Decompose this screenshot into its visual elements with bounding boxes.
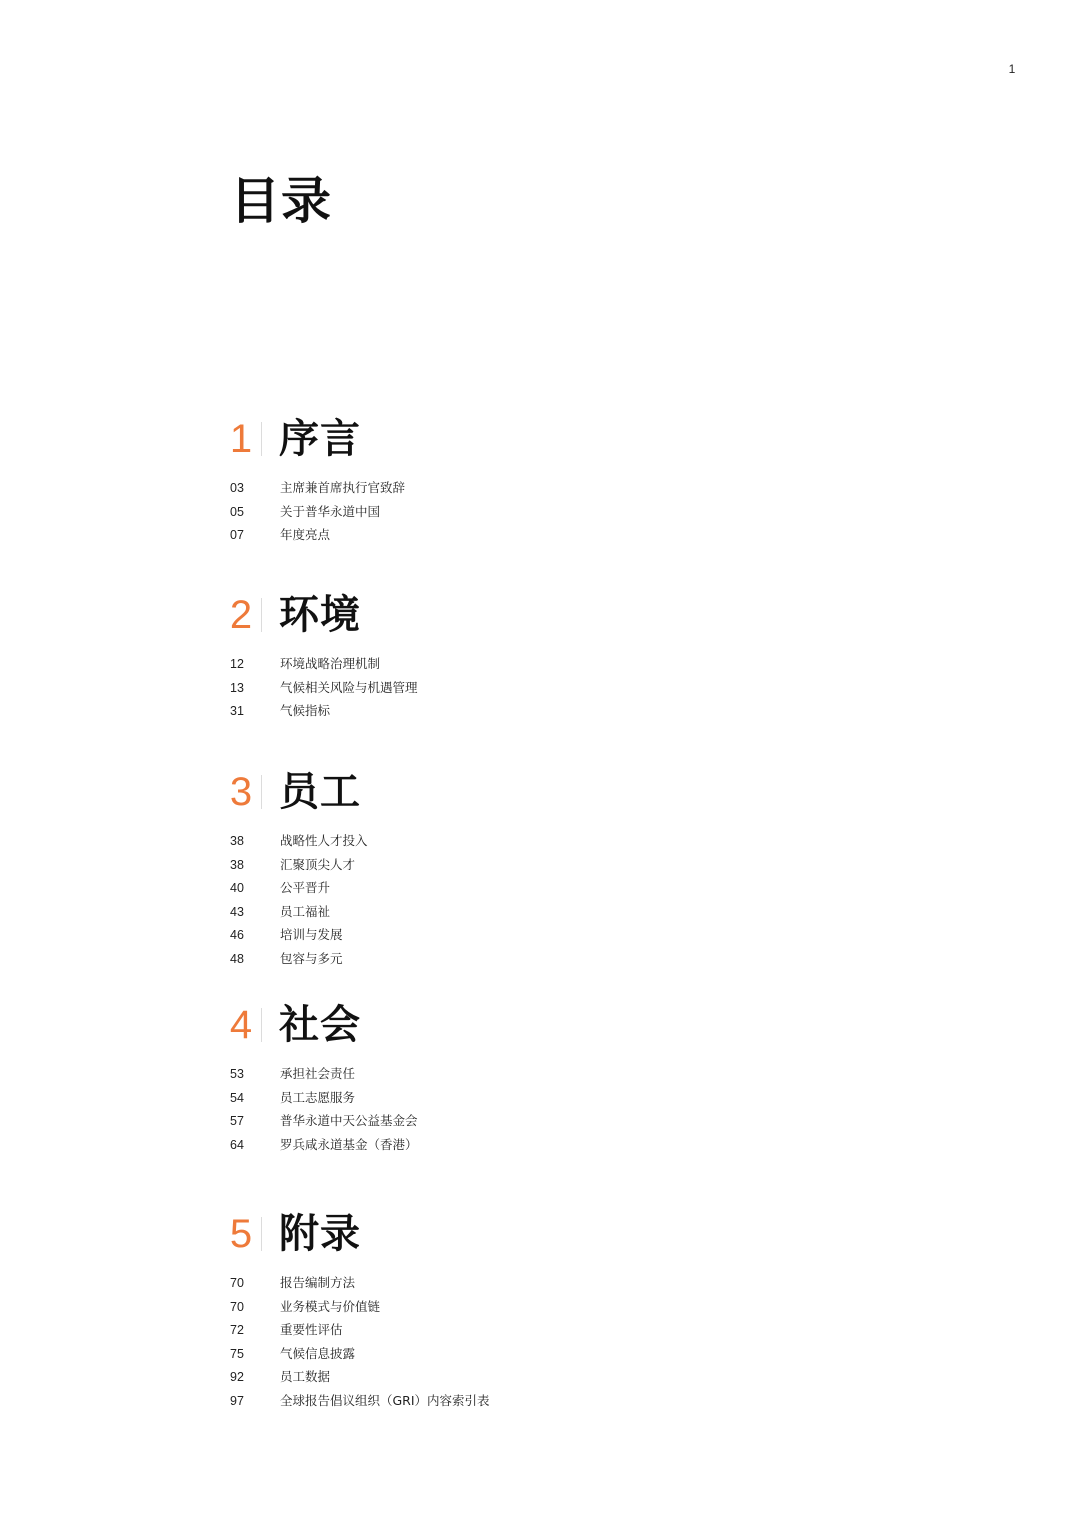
toc-section-preface — [226, 416, 646, 549]
toc-entry[interactable] — [226, 1320, 646, 1344]
entry-page-number: 70 — [230, 1299, 244, 1314]
entry-page-number: 72 — [230, 1323, 244, 1338]
entry-title[interactable]: 普华永道中天公益基金会 — [280, 1113, 418, 1129]
entry-title[interactable]: 罗兵咸永道基金（香港） — [280, 1136, 418, 1152]
section-header — [226, 416, 646, 468]
toc-entry[interactable] — [226, 949, 646, 973]
entry-list — [226, 654, 646, 725]
section-divider — [261, 775, 262, 809]
section-header — [226, 1002, 646, 1054]
section-divider — [261, 598, 262, 632]
entry-list — [226, 478, 646, 549]
entry-page-number: 31 — [230, 704, 244, 719]
entry-page-number: 54 — [230, 1090, 244, 1105]
entry-page-number: 03 — [230, 481, 244, 495]
entry-title[interactable]: 业务模式与价值链 — [280, 1298, 381, 1314]
entry-page-number: 43 — [230, 904, 244, 919]
entry-page-number: 05 — [230, 504, 244, 519]
entry-title[interactable]: 环境战略治理机制 — [280, 656, 381, 671]
entry-title[interactable]: 员工福祉 — [280, 903, 331, 919]
entry-title[interactable]: 承担社会责任 — [280, 1066, 356, 1081]
page-number: 1 — [1008, 62, 1016, 76]
toc-entry[interactable] — [226, 678, 646, 702]
entry-title[interactable]: 主席兼首席执行官致辞 — [280, 480, 406, 495]
entry-page-number: 40 — [230, 881, 244, 896]
toc-entry[interactable] — [226, 1273, 646, 1297]
toc-entry[interactable] — [226, 1088, 646, 1112]
section-number: 1 — [229, 417, 253, 461]
entry-title[interactable]: 公平晋升 — [280, 880, 331, 896]
entry-title[interactable]: 气候指标 — [280, 703, 331, 719]
section-title[interactable]: 社会 — [279, 1001, 361, 1048]
section-header — [226, 1211, 646, 1263]
section-number: 3 — [229, 770, 253, 814]
section-number: 4 — [229, 1003, 253, 1047]
section-number: 2 — [229, 593, 253, 637]
entry-page-number: 97 — [230, 1393, 244, 1408]
entry-title[interactable]: 年度亮点 — [280, 527, 331, 543]
entry-page-number: 38 — [230, 834, 244, 848]
entry-page-number: 75 — [230, 1346, 244, 1361]
section-header — [226, 592, 646, 644]
entry-title[interactable]: 员工数据 — [280, 1369, 331, 1385]
section-divider — [261, 422, 262, 456]
toc-entry[interactable] — [226, 701, 646, 725]
entry-title[interactable]: 报告编制方法 — [280, 1275, 356, 1290]
toc-entry[interactable] — [226, 1135, 646, 1159]
section-title[interactable]: 附录 — [279, 1210, 361, 1257]
section-title[interactable]: 员工 — [279, 768, 361, 815]
section-divider — [261, 1008, 262, 1042]
toc-section-people — [226, 769, 646, 973]
page-title: 目录 — [230, 171, 332, 230]
toc-entry[interactable] — [226, 831, 646, 855]
entry-page-number: 92 — [230, 1370, 244, 1385]
section-divider — [261, 1217, 262, 1251]
entry-title[interactable]: 员工志愿服务 — [280, 1089, 356, 1105]
toc-entry[interactable] — [226, 502, 646, 526]
entry-title[interactable]: 汇聚顶尖人才 — [280, 856, 356, 872]
section-title[interactable]: 环境 — [279, 591, 361, 638]
entry-page-number: 64 — [230, 1137, 244, 1152]
toc-entry[interactable] — [226, 1367, 646, 1391]
entry-page-number: 70 — [230, 1276, 244, 1290]
section-header — [226, 769, 646, 821]
entry-page-number: 46 — [230, 928, 244, 943]
toc-section-appendix — [226, 1211, 646, 1415]
entry-page-number: 48 — [230, 951, 244, 966]
entry-title[interactable]: 气候信息披露 — [280, 1345, 356, 1361]
entry-page-number: 13 — [230, 680, 244, 695]
toc-entry[interactable] — [226, 1344, 646, 1368]
entry-list — [226, 1064, 646, 1158]
toc-entry[interactable] — [226, 902, 646, 926]
entry-title[interactable]: 战略性人才投入 — [280, 833, 368, 848]
entry-page-number: 57 — [230, 1114, 244, 1129]
entry-page-number: 38 — [230, 857, 244, 872]
toc-entry[interactable] — [226, 478, 646, 502]
entry-title[interactable]: 关于普华永道中国 — [280, 503, 381, 519]
toc-entry[interactable] — [226, 654, 646, 678]
section-title[interactable]: 序言 — [279, 415, 361, 462]
entry-list — [226, 831, 646, 973]
toc-section-society — [226, 1002, 646, 1158]
toc-entry[interactable] — [226, 1111, 646, 1135]
toc-entry[interactable] — [226, 1391, 646, 1415]
toc-entry[interactable] — [226, 1064, 646, 1088]
entry-page-number: 53 — [230, 1067, 244, 1081]
entry-page-number: 12 — [230, 657, 244, 671]
toc-section-environment — [226, 592, 646, 725]
toc-entry[interactable] — [226, 525, 646, 549]
entry-page-number: 07 — [230, 528, 244, 543]
entry-title[interactable]: 全球报告倡议组织（GRI）内容索引表 — [280, 1392, 490, 1408]
section-number: 5 — [229, 1212, 253, 1256]
entry-title[interactable]: 气候相关风险与机遇管理 — [280, 679, 418, 695]
entry-list — [226, 1273, 646, 1415]
toc-entry[interactable] — [226, 1297, 646, 1321]
toc-entry[interactable] — [226, 855, 646, 879]
entry-title[interactable]: 培训与发展 — [280, 927, 343, 943]
entry-title[interactable]: 包容与多元 — [280, 950, 343, 966]
entry-title[interactable]: 重要性评估 — [280, 1322, 343, 1338]
toc-entry[interactable] — [226, 925, 646, 949]
toc-entry[interactable] — [226, 878, 646, 902]
